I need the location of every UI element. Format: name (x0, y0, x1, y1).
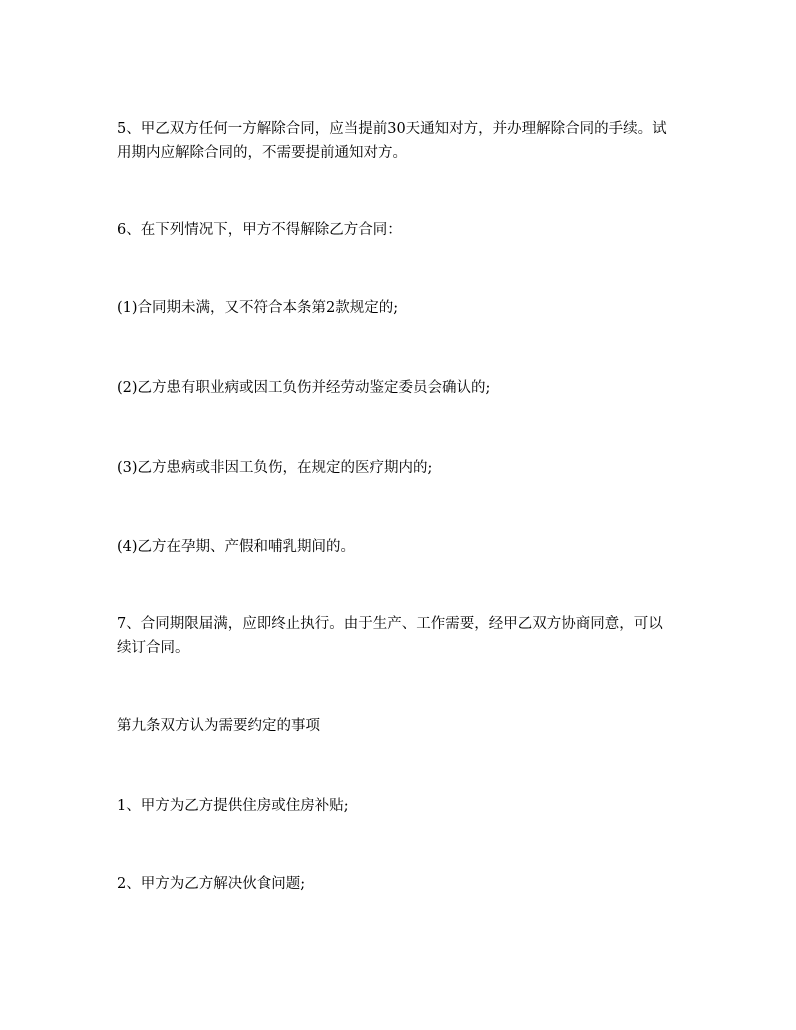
list-item-condition-3: (3)乙方患病或非因工负伤，在规定的医疗期内的; (117, 460, 433, 476)
list-item-condition-1: (1)合同期未满，又不符合本条第2款规定的; (117, 300, 399, 316)
list-item-meals: 2、甲方为乙方解决伙食问题; (117, 876, 306, 892)
list-item-condition-2: (2)乙方患有职业病或因工负伤并经劳动鉴定委员会确认的; (117, 380, 491, 396)
list-item-housing: 1、甲方为乙方提供住房或住房补贴; (117, 798, 349, 814)
list-item-condition-4: (4)乙方在孕期、产假和哺乳期间的。 (117, 539, 356, 555)
clause-paragraph-contract-expiry: 7、合同期限届满，应即终止执行。由于生产、工作需要，经甲乙双方协商同意，可以续订合同。 (117, 616, 663, 656)
clause-paragraph-termination-notice: 5、甲乙双方任何一方解除合同，应当提前30天通知对方，并办理解除合同的手续。试用期内应解除合同的，不需要提前通知对方。 (117, 121, 667, 161)
clause-paragraph-no-termination-conditions: 6、在下列情况下，甲方不得解除乙方合同： (117, 222, 402, 238)
section-heading-article-9: 第九条双方认为需要约定的事项 (117, 718, 320, 734)
